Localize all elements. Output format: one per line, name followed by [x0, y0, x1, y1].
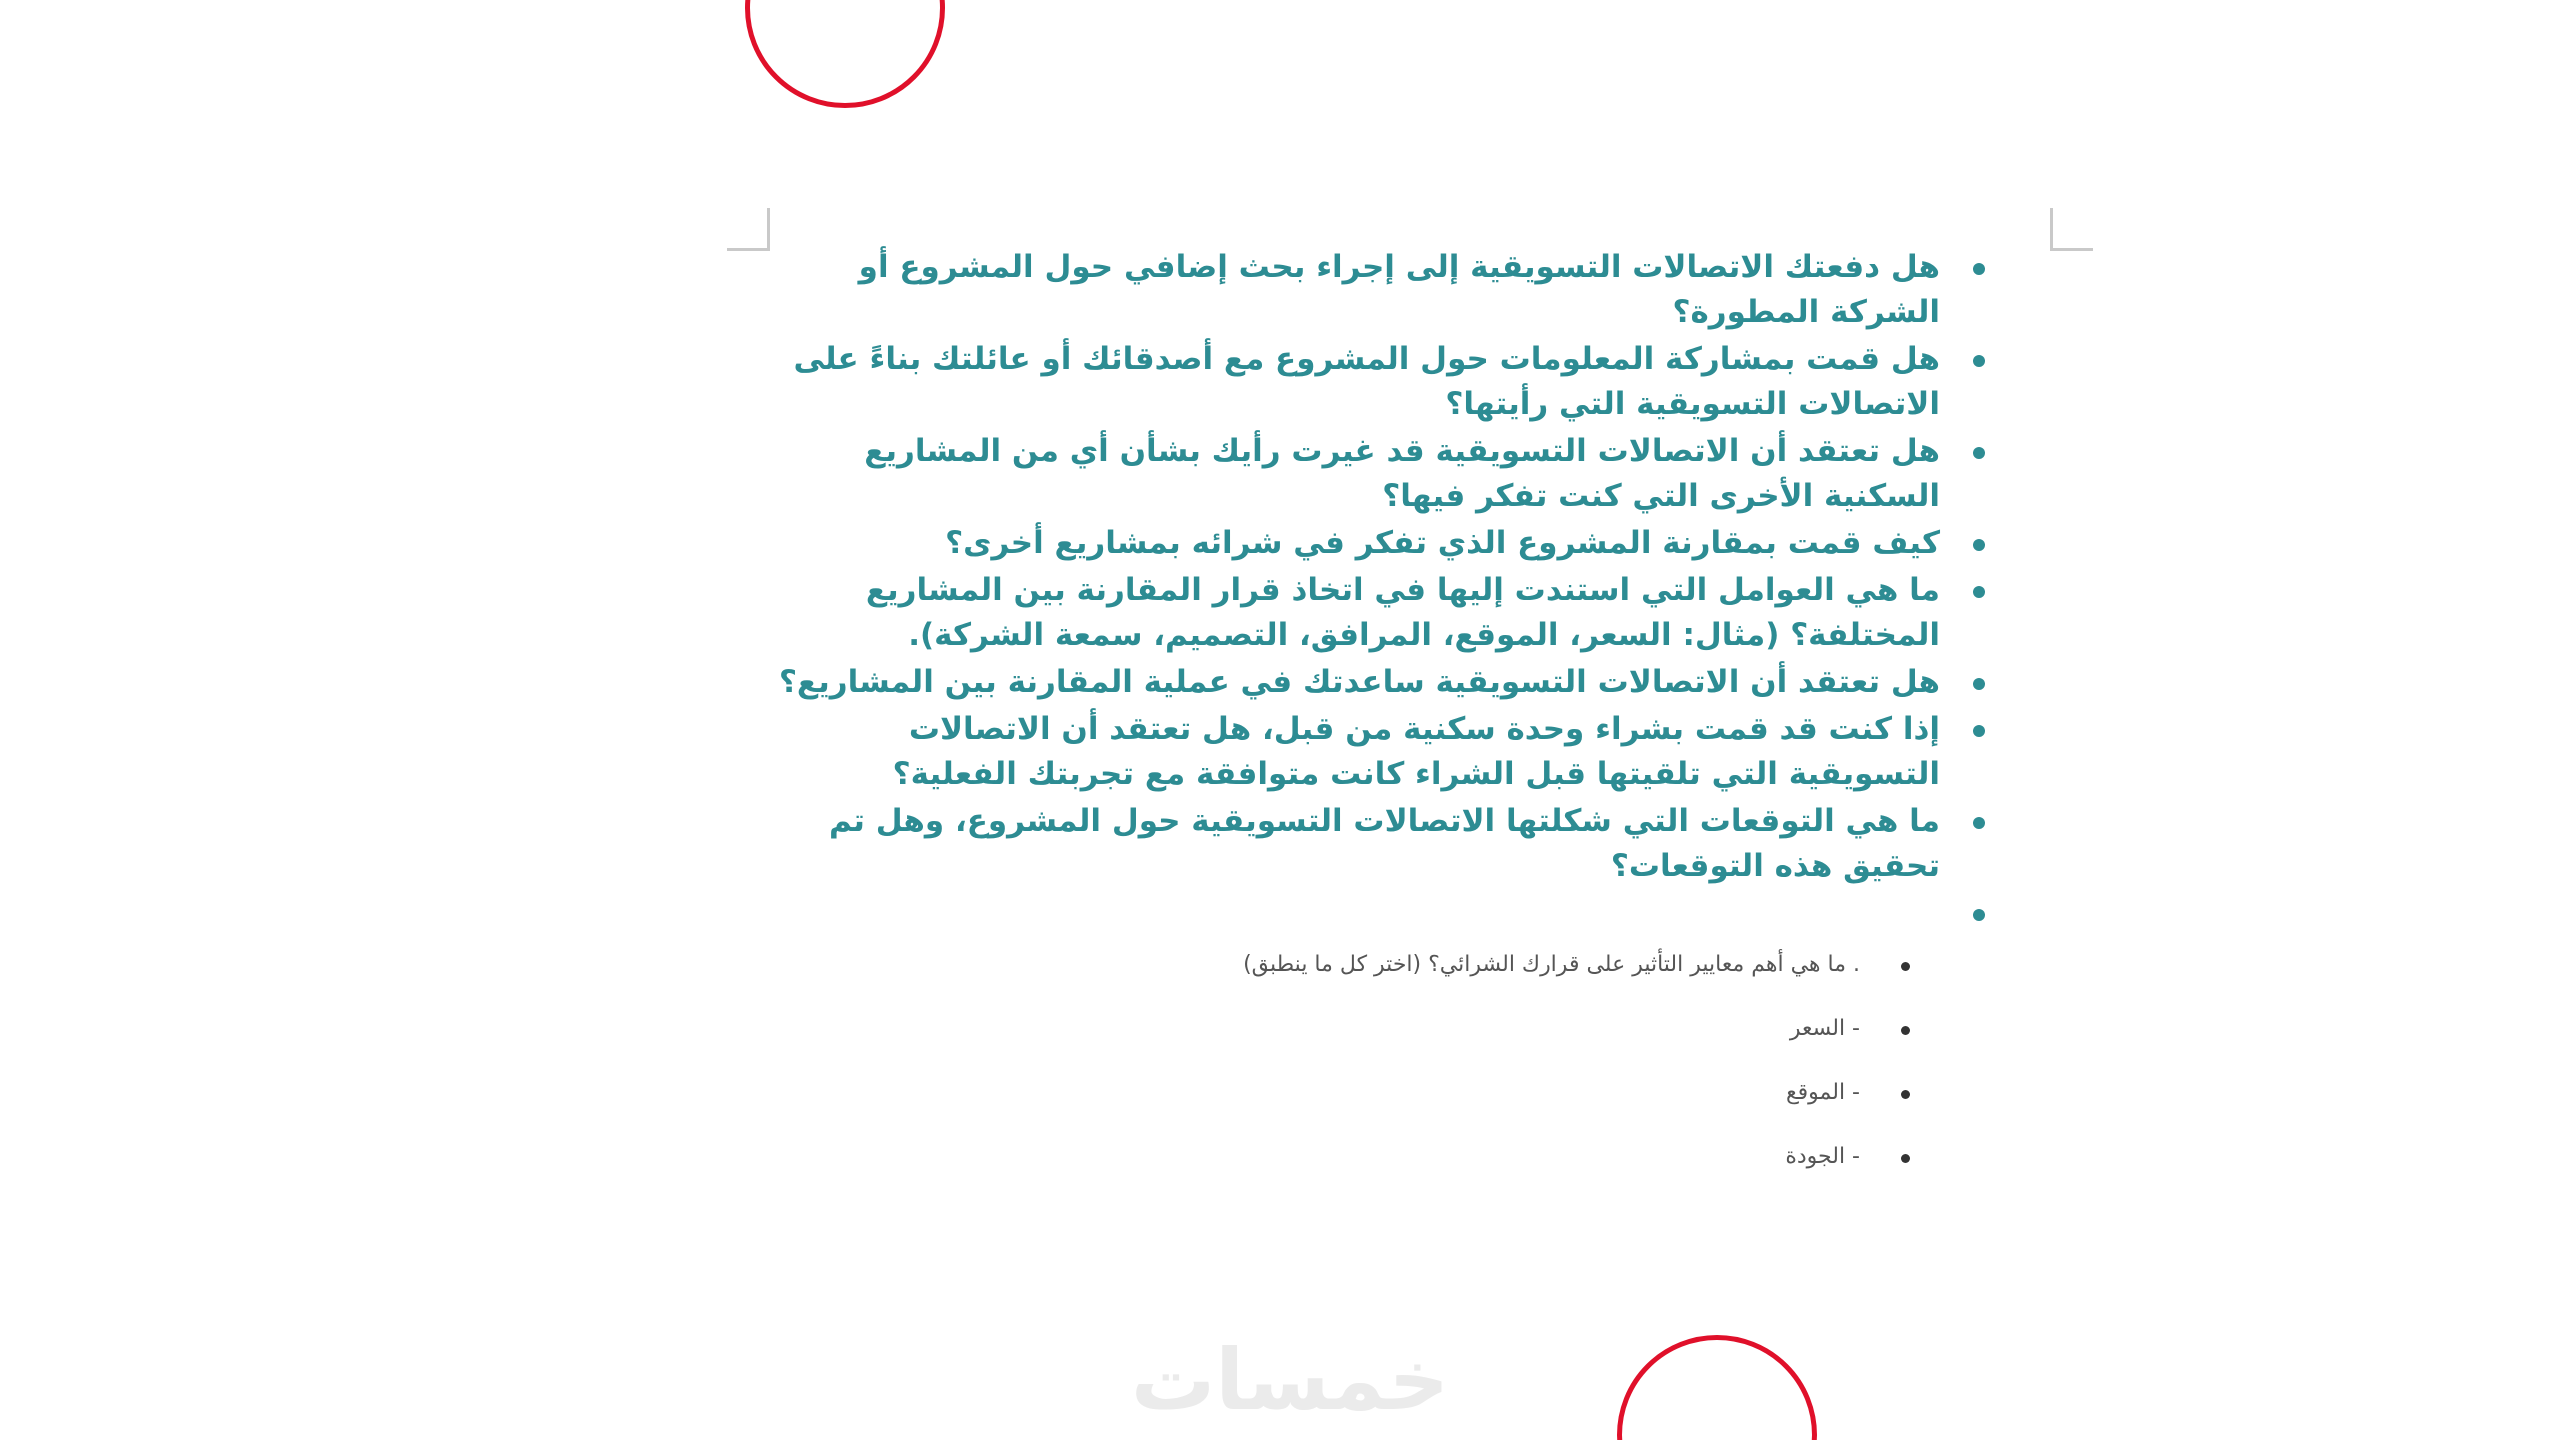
criteria-list	[1100, 950, 1910, 1206]
decorative-circle-top	[745, 0, 945, 108]
decorative-circle-bottom	[1617, 1335, 1817, 1440]
question-item: هل تعتقد أن الاتصالات التسويقية ساعدتك في عملية المقارنة بين المشاريع؟	[760, 660, 1940, 705]
question-item: كيف قمت بمقارنة المشروع الذي تفكر في شرائه بمشاريع أخرى؟	[760, 521, 1940, 566]
empty-question-item	[760, 891, 1940, 936]
question-item: هل تعتقد أن الاتصالات التسويقية قد غيرت رأيك بشأن أي من المشاريع السكنية الأخرى التي كنت تفكر فيها؟	[760, 429, 1940, 519]
criteria-option-quality: - الجودة	[1100, 1142, 1860, 1206]
question-list	[760, 245, 1985, 938]
question-item: هل قمت بمشاركة المعلومات حول المشروع مع أصدقائك أو عائلتك بناءً على الاتصالات التسويقية التي رأيتها؟	[760, 337, 1940, 427]
criteria-option-price: - السعر	[1100, 1014, 1860, 1078]
watermark-logo: خمسات	[1130, 1331, 1450, 1429]
question-item: هل دفعتك الاتصالات التسويقية إلى إجراء بحث إضافي حول المشروع أو الشركة المطورة؟	[760, 245, 1940, 335]
page-corner-mark-right	[2050, 208, 2093, 251]
criteria-question: . ما هي أهم معايير التأثير على قرارك الشرائي؟ (اختر كل ما ينطبق)	[1100, 950, 1860, 1014]
question-item: ما هي العوامل التي استندت إليها في اتخاذ قرار المقارنة بين المشاريع المختلفة؟ (مثال: السعر، الموقع، المرافق، التصميم، سمعة الشركة).	[760, 568, 1940, 658]
question-item: إذا كنت قد قمت بشراء وحدة سكنية من قبل، هل تعتقد أن الاتصالات التسويقية التي تلقيتها قبل الشراء كانت متوافقة مع تجربتك الفعلية؟	[760, 707, 1940, 797]
criteria-option-location: - الموقع	[1100, 1078, 1860, 1142]
question-item: ما هي التوقعات التي شكلتها الاتصالات التسويقية حول المشروع، وهل تم تحقيق هذه التوقعات؟	[760, 799, 1940, 889]
